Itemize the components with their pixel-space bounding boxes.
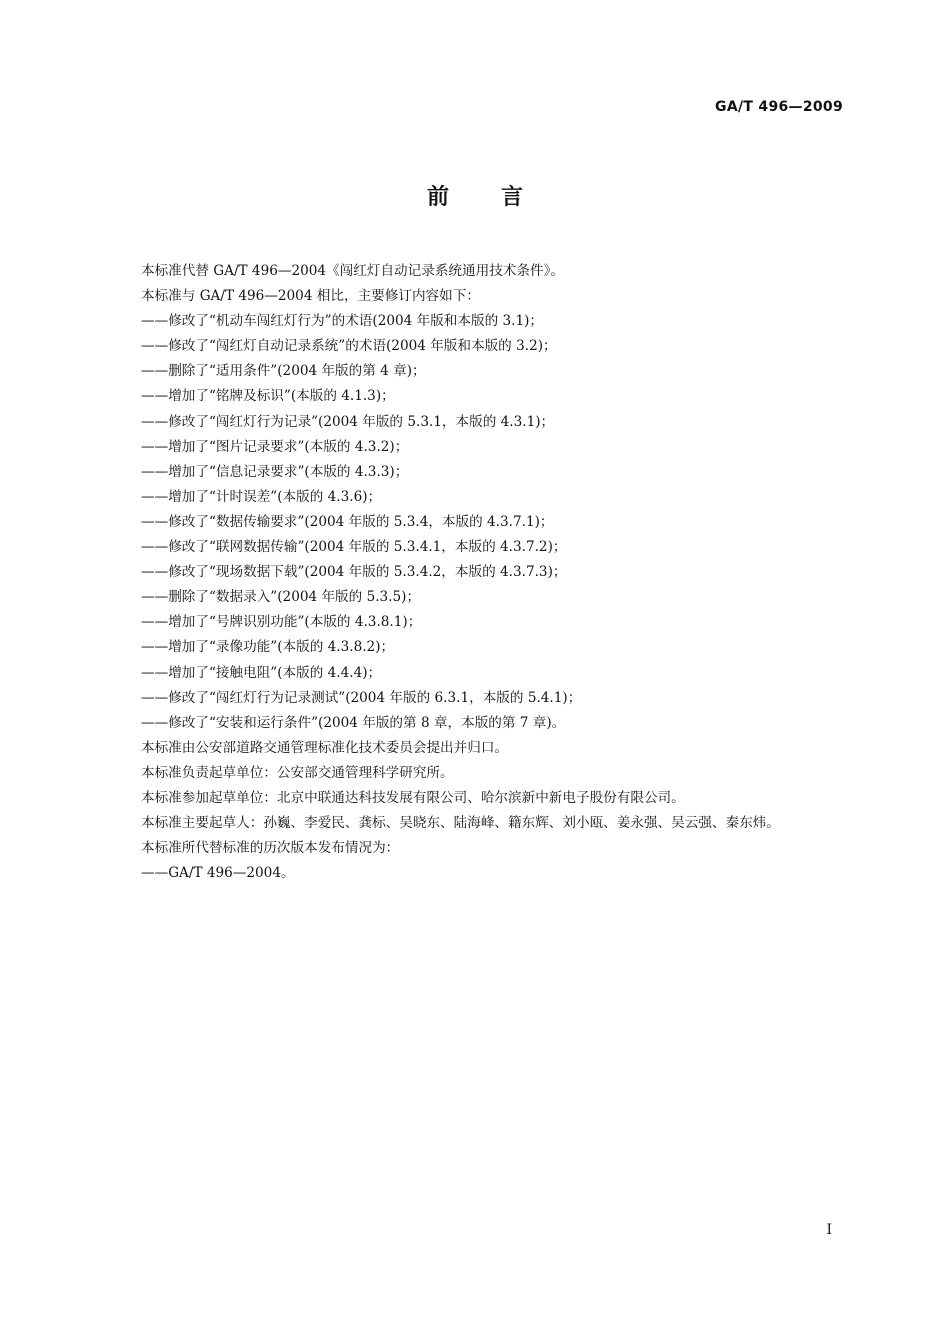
- revision-item: ——修改了“闯红灯自动记录系统”的术语(2004 年版和本版的 3.2)；: [141, 338, 557, 355]
- revision-item: ——修改了“安装和运行条件”(2004 年版的第 8 章，本版的第 7 章)。: [141, 714, 566, 731]
- revision-item: ——增加了“接触电阻”(本版的 4.4.4)；: [141, 664, 382, 681]
- foreword-body: [141, 259, 861, 886]
- revision-item: ——修改了“闯红灯行为记录测试”(2004 年版的 6.3.1，本版的 5.4.1)；: [141, 689, 582, 706]
- page-title: 前言: [426, 185, 575, 210]
- revision-item: ——增加了“图片记录要求”(本版的 4.3.2)；: [141, 438, 409, 455]
- foreword-line: 本标准参加起草单位：北京中联通达科技发展有限公司、哈尔滨新中新电子股份有限公司。: [141, 789, 685, 806]
- revision-item: ——修改了“现场数据下载”(2004 年版的 5.3.4.2，本版的 4.3.7.3)；: [141, 564, 567, 581]
- revision-item: ——删除了“数据录入”(2004 年版的 5.3.5)；: [141, 589, 421, 606]
- foreword-line: 本标准负责起草单位：公安部交通管理科学研究所。: [141, 764, 454, 781]
- revision-item: ——增加了“号牌识别功能”(本版的 4.3.8.1)；: [141, 614, 422, 631]
- revision-item: ——修改了“数据传输要求”(2004 年版的 5.3.4，本版的 4.3.7.1)；: [141, 513, 554, 530]
- revision-item: ——增加了“铭牌及标识”(本版的 4.1.3)；: [141, 388, 395, 405]
- foreword-line: 本标准与 GA/T 496—2004 相比，主要修订内容如下：: [141, 288, 480, 305]
- revision-item: ——GA/T 496—2004。: [141, 865, 295, 882]
- revision-item: ——增加了“录像功能”(本版的 4.3.8.2)；: [141, 639, 395, 656]
- revision-item: ——修改了“联网数据传输”(2004 年版的 5.3.4.1，本版的 4.3.7.2)；: [141, 539, 567, 556]
- revision-item: ——增加了“信息记录要求”(本版的 4.3.3)；: [141, 463, 409, 480]
- foreword-line: 本标准代替 GA/T 496—2004《闯红灯自动记录系统通用技术条件》。: [141, 263, 564, 279]
- page-number: I: [826, 1222, 832, 1238]
- standard-code: GA/T 496—2009: [715, 99, 843, 115]
- foreword-line: 本标准由公安部道路交通管理标准化技术委员会提出并归口。: [141, 739, 509, 756]
- revision-item: ——增加了“计时误差”(本版的 4.3.6)；: [141, 488, 382, 505]
- revision-item: ——修改了“机动车闯红灯行为”的术语(2004 年版和本版的 3.1)；: [141, 313, 544, 330]
- revision-item: ——删除了“适用条件”(2004 年版的第 4 章)；: [141, 363, 426, 380]
- revision-item: ——修改了“闯红灯行为记录”(2004 年版的 5.3.1，本版的 4.3.1)；: [141, 413, 555, 430]
- foreword-line: 本标准主要起草人：孙巍、李爱民、龚标、吴晓东、陆海峰、籍东辉、刘小瓯、姜永强、吴云强、秦东炜。: [141, 815, 780, 832]
- foreword-line: 本标准所代替标准的历次版本发布情况为：: [141, 840, 400, 857]
